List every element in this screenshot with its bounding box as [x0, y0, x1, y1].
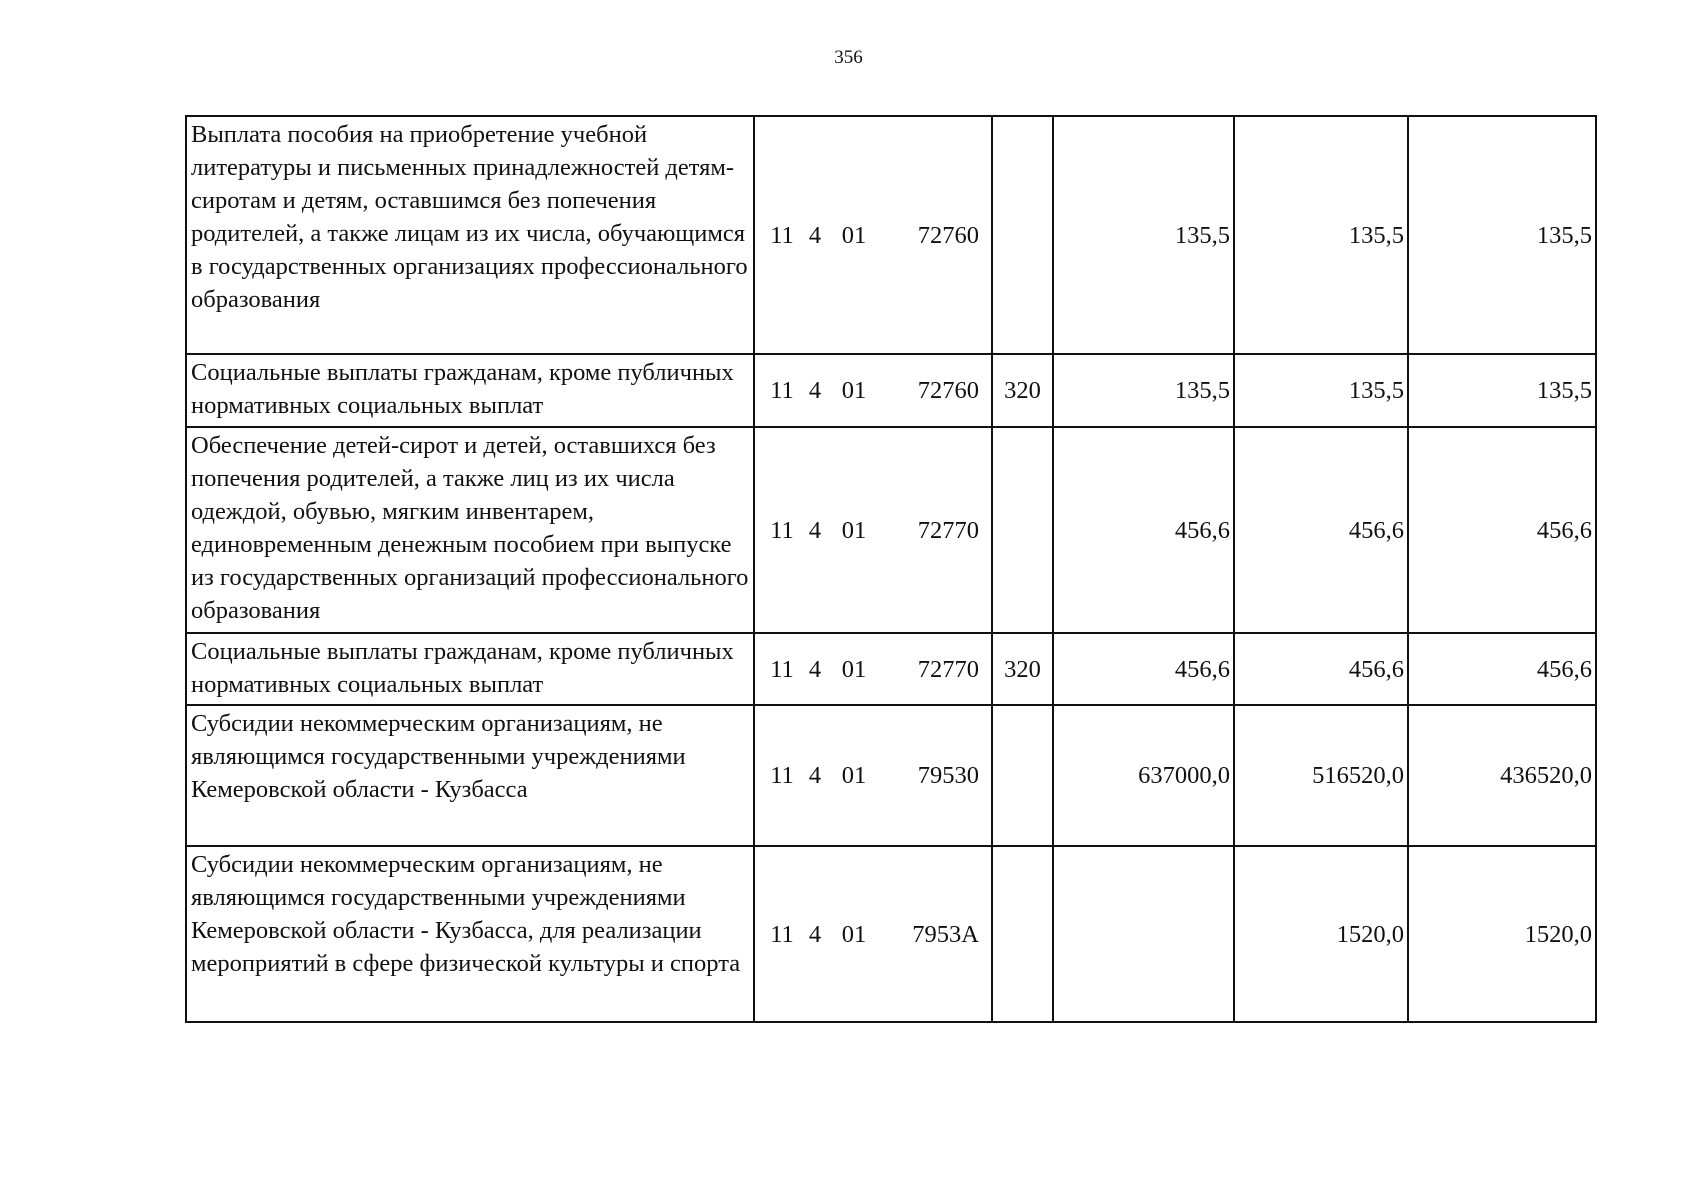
direction-code: 72760: [917, 221, 979, 249]
direction-code: 72770: [917, 655, 979, 683]
expense-type: 320: [992, 633, 1053, 705]
section-code: 11: [770, 377, 794, 404]
table-row: [186, 846, 1596, 1022]
row-name: Выплата пособия на приобретение учебной литературы и письменных принадлежностей детям-сиротам и детям, оставшимся без попечения родителей, а также лицам из их числа, обучающимся в государственных организациях профессионального образования: [186, 116, 754, 354]
row-codes: [754, 846, 992, 1022]
amount-year-2: 456,6: [1234, 633, 1408, 705]
amount-year-2: 135,5: [1234, 116, 1408, 354]
section-code: 11: [770, 920, 794, 948]
direction-code: 7953А: [912, 920, 979, 948]
amount-year-1: 135,5: [1053, 116, 1234, 354]
table-row: [186, 354, 1596, 427]
subprogram-code: 01: [841, 377, 867, 404]
amount-year-1: 456,6: [1053, 633, 1234, 705]
expense-type: [992, 116, 1053, 354]
direction-code: 79530: [917, 762, 979, 789]
row-codes: [754, 116, 992, 354]
table-row: [186, 116, 1596, 354]
program-code: 4: [808, 221, 822, 249]
expense-type: 320: [992, 354, 1053, 427]
program-code: 4: [808, 920, 822, 948]
row-name: Субсидии некоммерческим организациям, не являющимся государственными учреждениями Кемеровской области - Кузбасса, для реализации мероприятий в сфере физической культуры и спорта: [186, 846, 754, 1022]
amount-year-1: [1053, 846, 1234, 1022]
table-row: [186, 705, 1596, 846]
budget-table: [185, 115, 1597, 1023]
amount-year-1: 456,6: [1053, 427, 1234, 633]
program-code: 4: [808, 655, 822, 683]
row-name: Субсидии некоммерческим организациям, не являющимся государственными учреждениями Кемеровской области - Кузбасса: [186, 705, 754, 846]
amount-year-3: 135,5: [1408, 116, 1596, 354]
subprogram-code: 01: [841, 920, 867, 948]
row-codes: [754, 705, 992, 846]
subprogram-code: 01: [841, 762, 867, 789]
amount-year-2: 1520,0: [1234, 846, 1408, 1022]
table-row: [186, 427, 1596, 633]
amount-year-3: 1520,0: [1408, 846, 1596, 1022]
amount-year-1: 637000,0: [1053, 705, 1234, 846]
row-codes: [754, 427, 992, 633]
program-code: 4: [808, 377, 822, 404]
amount-year-3: 456,6: [1408, 633, 1596, 705]
direction-code: 72760: [917, 377, 979, 404]
program-code: 4: [808, 762, 822, 789]
section-code: 11: [770, 762, 794, 789]
direction-code: 72770: [917, 516, 979, 544]
amount-year-2: 456,6: [1234, 427, 1408, 633]
expense-type: [992, 846, 1053, 1022]
expense-type: [992, 427, 1053, 633]
section-code: 11: [770, 655, 794, 683]
amount-year-1: 135,5: [1053, 354, 1234, 427]
row-name: Социальные выплаты гражданам, кроме публичных нормативных социальных выплат: [186, 633, 754, 705]
table-row: [186, 633, 1596, 705]
row-codes: [754, 633, 992, 705]
row-name: Обеспечение детей-сирот и детей, оставшихся без попечения родителей, а также лиц из их числа одеждой, обувью, мягким инвентарем, единовременным денежным пособием при выпуске из государственных организаций профессионального образования: [186, 427, 754, 633]
amount-year-3: 456,6: [1408, 427, 1596, 633]
program-code: 4: [808, 516, 822, 544]
section-code: 11: [770, 221, 794, 249]
section-code: 11: [770, 516, 794, 544]
row-name: Социальные выплаты гражданам, кроме публичных нормативных социальных выплат: [186, 354, 754, 427]
subprogram-code: 01: [841, 221, 867, 249]
amount-year-2: 516520,0: [1234, 705, 1408, 846]
subprogram-code: 01: [841, 516, 867, 544]
row-codes: [754, 354, 992, 427]
amount-year-3: 135,5: [1408, 354, 1596, 427]
page-number: 356: [834, 47, 863, 68]
amount-year-2: 135,5: [1234, 354, 1408, 427]
amount-year-3: 436520,0: [1408, 705, 1596, 846]
expense-type: [992, 705, 1053, 846]
subprogram-code: 01: [841, 655, 867, 683]
